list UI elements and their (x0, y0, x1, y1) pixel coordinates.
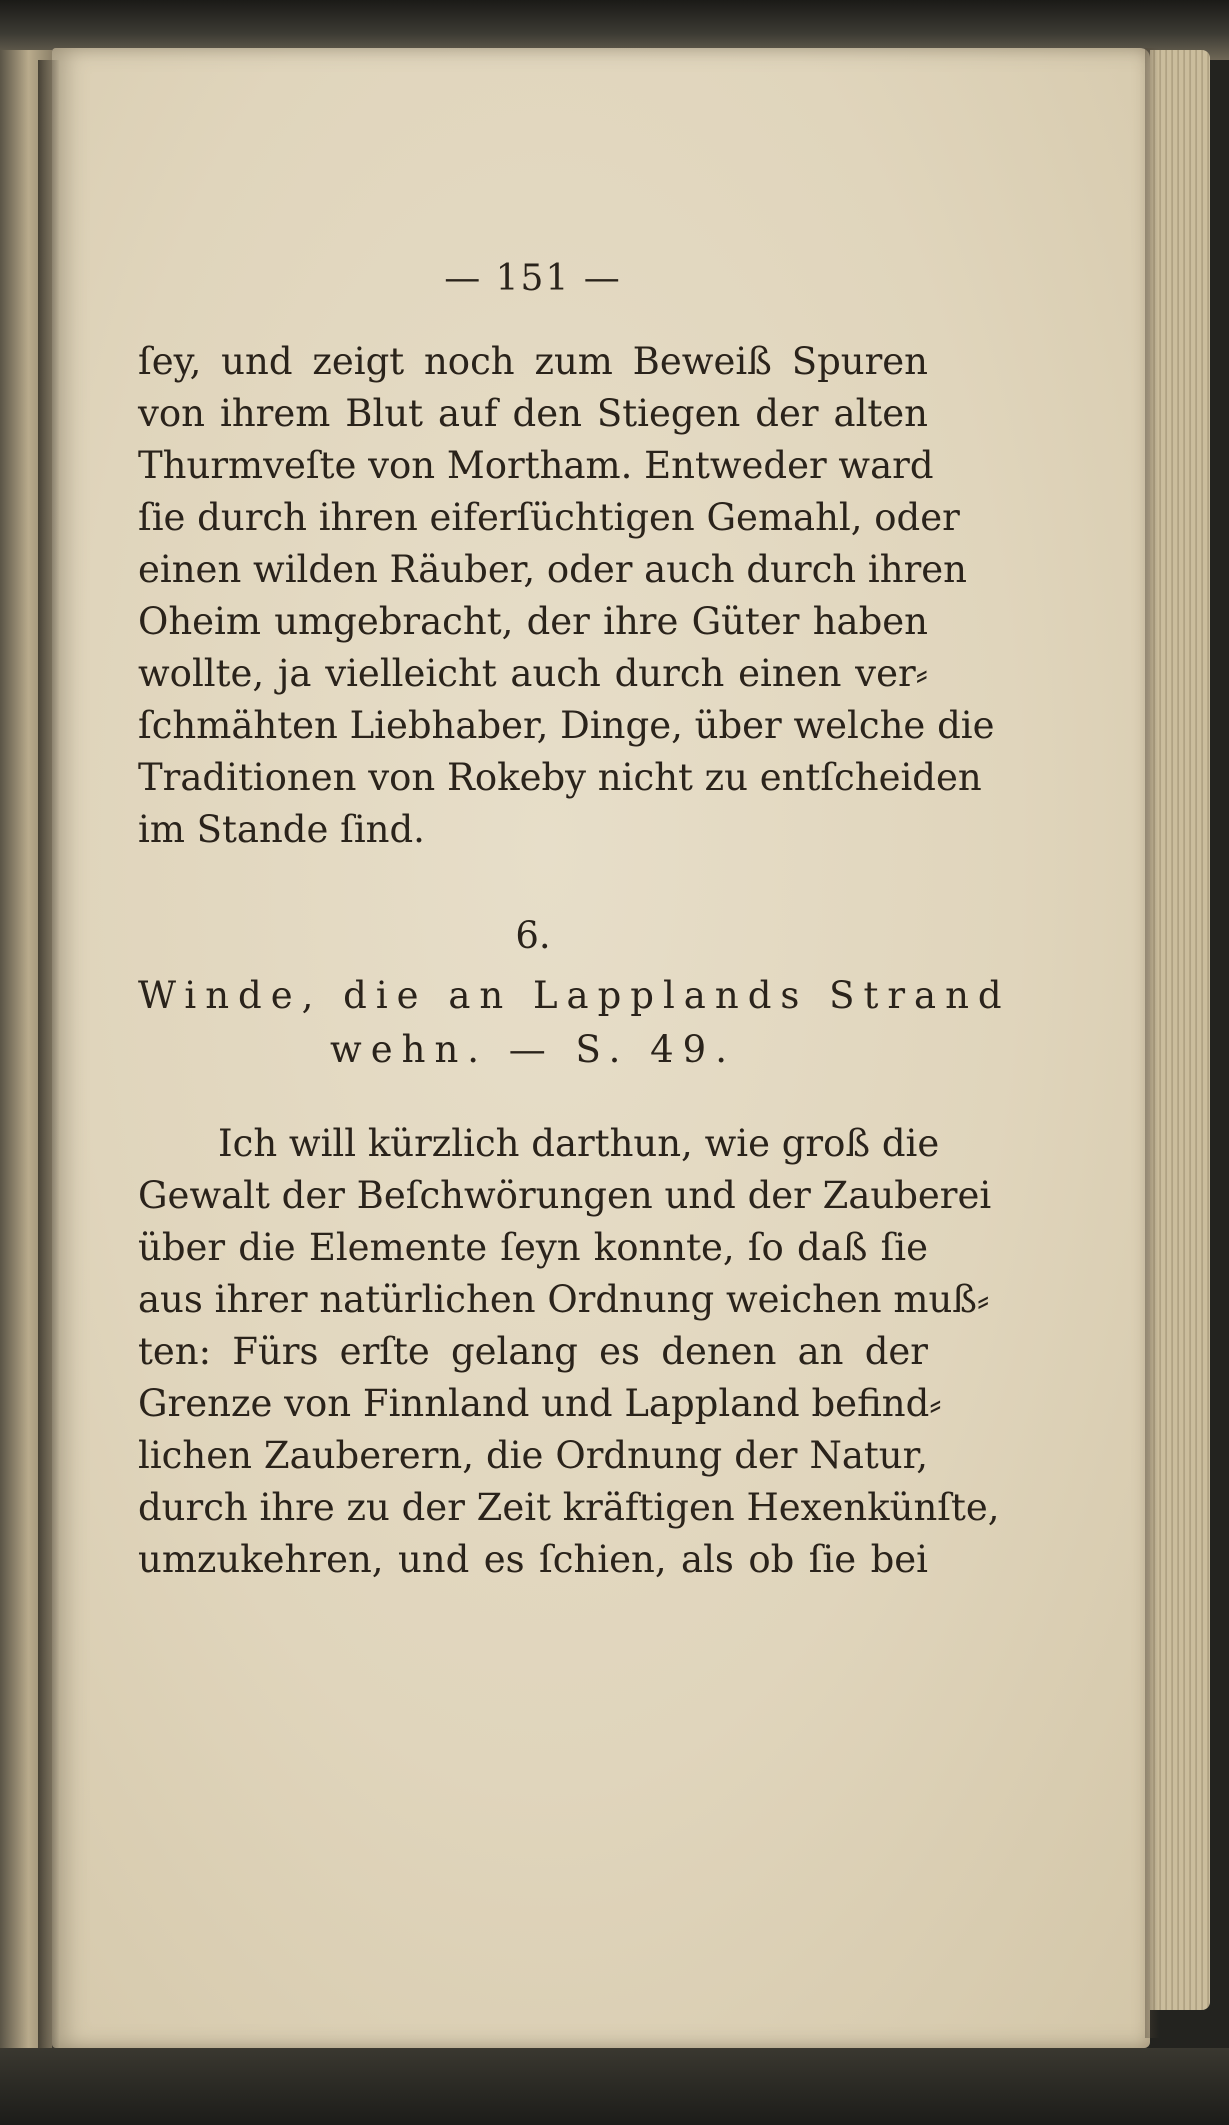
text-line: umzukehren, und es ſchien, als ob ſie bei (138, 1538, 928, 1581)
text-line: aus ihrer natürlichen Ordnung weichen muß⸗ (138, 1278, 990, 1321)
page-stack-edge (1150, 50, 1210, 2010)
text-line: Gewalt der Beſchwörungen und der Zauberei (138, 1174, 992, 1217)
page-number: — 151 — (444, 258, 622, 299)
text-line: von ihrem Blut auf den Stiegen der alten (138, 392, 928, 435)
text-line: Thurmveſte von Mortham. Entweder ward (138, 444, 934, 487)
text-line: einen wilden Räuber, oder auch durch ihren (138, 548, 967, 591)
text-line: ſey, und zeigt noch zum Beweiß Spuren (138, 340, 928, 383)
section-heading-line: wehn. — S. 49. (330, 1028, 736, 1071)
text-line: Ich will kürzlich darthun, wie groß die (218, 1122, 940, 1165)
book-bottom-edge (0, 2048, 1229, 2125)
text-line: wollte, ja vielleicht auch durch einen ver⸗ (138, 652, 928, 695)
text-line: Traditionen von Rokeby nicht zu entſcheiden (138, 756, 982, 799)
section-heading-line: Winde, die an Lapplands Strand (138, 974, 1011, 1017)
page-stack-shadow (1145, 48, 1159, 2038)
text-line: über die Elemente ſeyn konnte, ſo daß ſie (138, 1226, 928, 1269)
section-number: 6. (515, 914, 551, 957)
book-gutter (38, 60, 60, 2060)
text-line: Grenze von Finnland und Lappland befind⸗ (138, 1382, 942, 1425)
text-line: ten: Fürs erſte gelang es denen an der (138, 1330, 928, 1373)
text-line: Oheim umgebracht, der ihre Güter haben (138, 600, 928, 643)
text-line: ſchmähten Liebhaber, Dinge, über welche die (138, 704, 995, 747)
text-line: durch ihre zu der Zeit kräftigen Hexenkünſte, (138, 1486, 1000, 1529)
text-line: lichen Zauberern, die Ordnung der Natur, (138, 1434, 928, 1477)
text-line: ſie durch ihren eiferſüchtigen Gemahl, oder (138, 496, 960, 539)
text-line: im Stande ſind. (138, 808, 425, 851)
